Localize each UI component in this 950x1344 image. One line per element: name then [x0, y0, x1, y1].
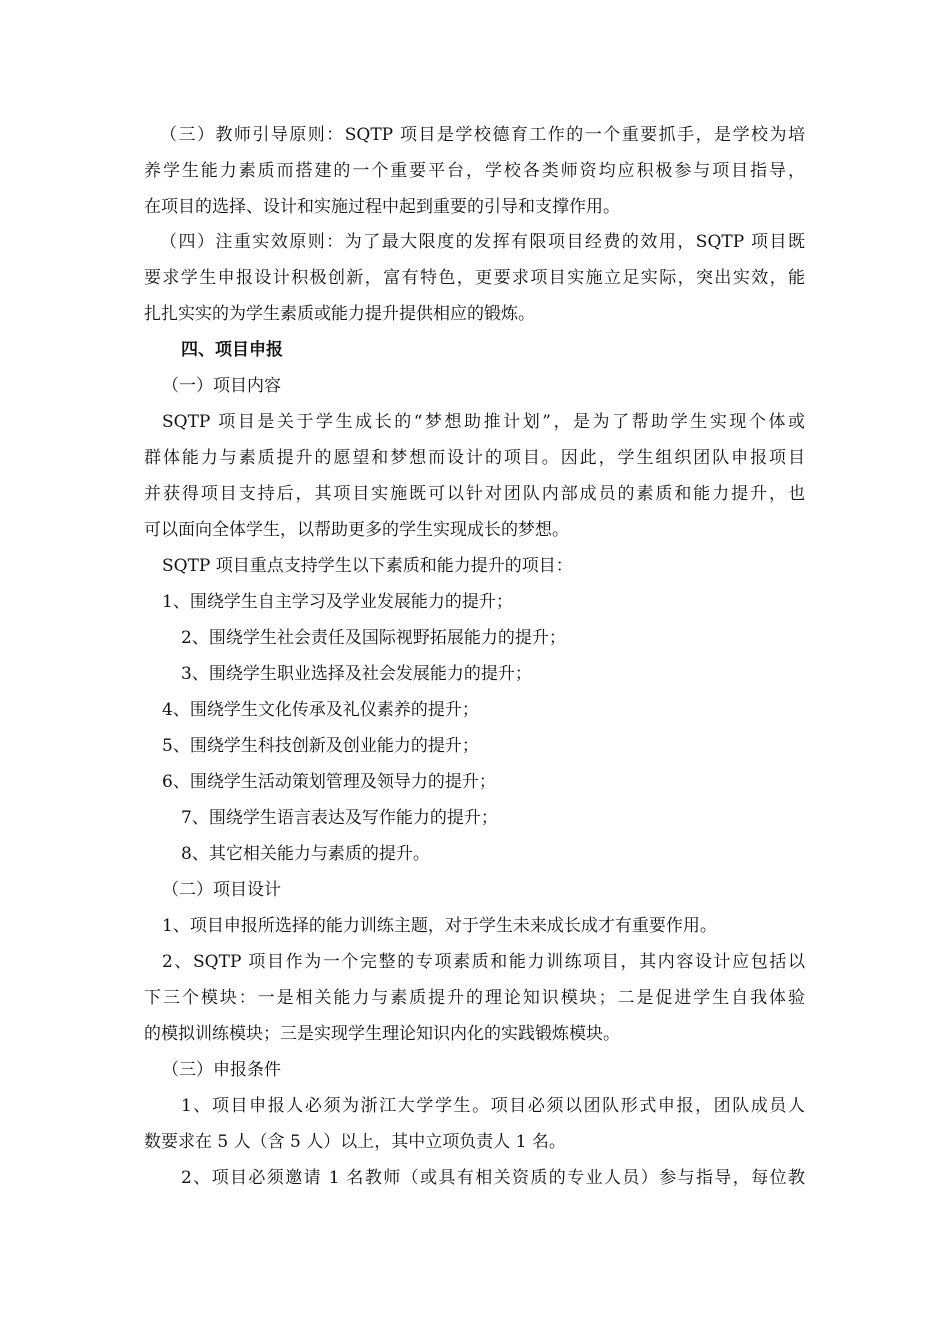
text-line: 在项目的选择、设计和实施过程中起到重要的引导和支撑作用。	[144, 197, 620, 217]
text-line: 2、SQTP 项目作为一个完整的专项素质和能力训练项目，其内容设计应包括以	[162, 952, 805, 972]
text-line: 6、围绕学生活动策划管理及领导力的提升；	[162, 772, 496, 792]
text-line: SQTP 项目重点支持学生以下素质和能力提升的项目：	[162, 556, 573, 576]
text-line: 3、围绕学生职业选择及社会发展能力的提升；	[181, 664, 532, 684]
text-line: 5、围绕学生科技创新及创业能力的提升；	[162, 736, 479, 756]
text-line: （一）项目内容	[162, 376, 281, 396]
section-heading: 四、项目申报	[181, 340, 283, 360]
text-line: SQTP 项目是关于学生成长的“梦想助推计划”，是为了帮助学生实现个体或	[162, 412, 805, 432]
text-line: 1、围绕学生自主学习及学业发展能力的提升；	[162, 592, 513, 612]
text-line: 要求学生申报设计积极创新，富有特色，更要求项目实施立足实际，突出实效，能	[144, 268, 805, 288]
text-line: 1、项目申报人必须为浙江大学学生。项目必须以团队形式申报，团队成员人	[181, 1096, 805, 1116]
text-line: 2、项目必须邀请 1 名教师（或具有相关资质的专业人员）参与指导，每位教	[181, 1168, 805, 1188]
text-line: 的模拟训练模块；三是实现学生理论知识内化的实践锻炼模块。	[144, 1024, 620, 1044]
text-line: （二）项目设计	[162, 880, 281, 900]
text-line: 并获得项目支持后，其项目实施既可以针对团队内部成员的素质和能力提升，也	[144, 484, 805, 504]
text-line: 1、项目申报所选择的能力训练主题，对于学生未来成长成才有重要作用。	[162, 916, 717, 936]
text-line: 8、其它相关能力与素质的提升。	[181, 844, 430, 864]
text-line: （三）教师引导原则：SQTP 项目是学校德育工作的一个重要抓手，是学校为培	[160, 125, 805, 145]
text-line: 数要求在 5 人（含 5 人）以上，其中立项负责人 1 名。	[144, 1132, 566, 1152]
text-line: 2、围绕学生社会责任及国际视野拓展能力的提升；	[181, 628, 566, 648]
text-line: 可以面向全体学生，以帮助更多的学生实现成长的梦想。	[144, 520, 569, 540]
text-line: 4、围绕学生文化传承及礼仪素养的提升；	[162, 700, 479, 720]
text-line: 群体能力与素质提升的愿望和梦想而设计的项目。因此，学生组织团队申报项目	[144, 448, 805, 468]
text-line: 扎扎实实的为学生素质或能力提升提供相应的锻炼。	[144, 304, 535, 324]
text-line: （四）注重实效原则：为了最大限度的发挥有限项目经费的效用，SQTP 项目既	[160, 232, 805, 252]
text-line: （三）申报条件	[162, 1060, 281, 1080]
text-line: 下三个模块：一是相关能力与素质提升的理论知识模块；二是促进学生自我体验	[144, 988, 805, 1008]
text-line: 7、围绕学生语言表达及写作能力的提升；	[181, 808, 498, 828]
text-line: 养学生能力素质而搭建的一个重要平台，学校各类师资均应积极参与项目指导，	[144, 161, 805, 181]
